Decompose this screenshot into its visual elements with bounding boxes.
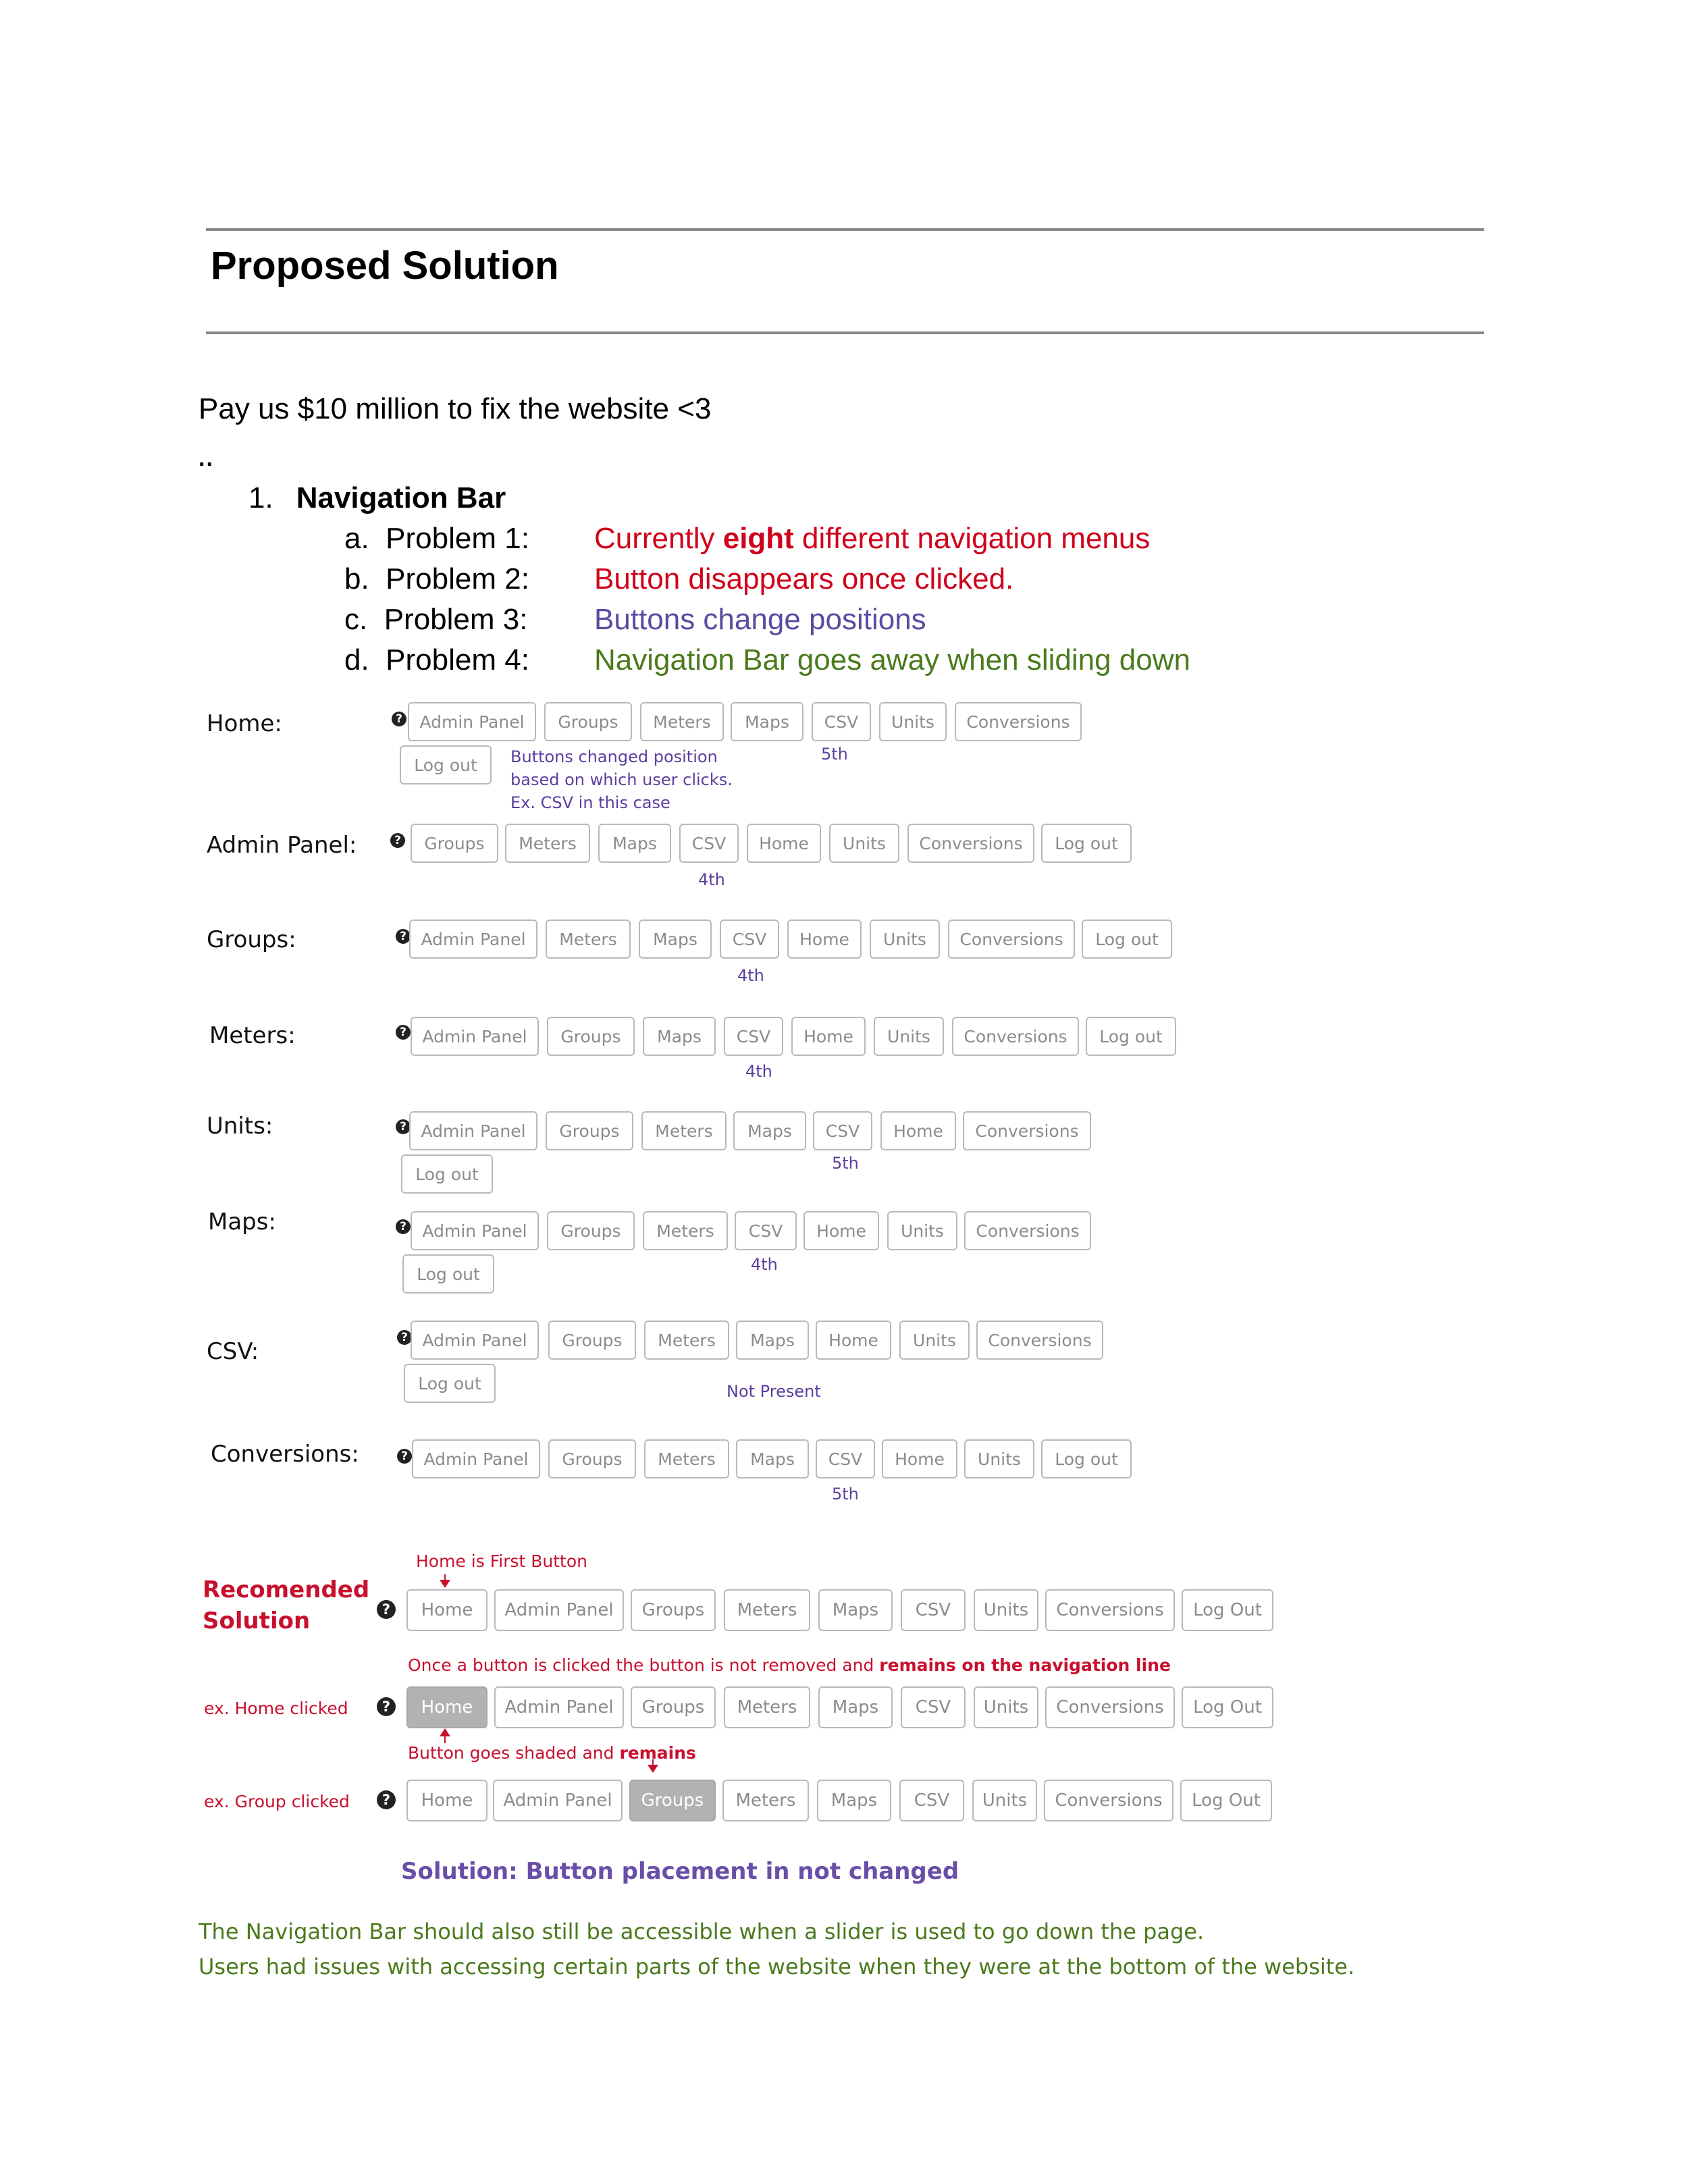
nav-button[interactable]: Log out [401,1154,493,1194]
shaded-note-text: Button goes shaded and [408,1743,620,1763]
nav-button[interactable]: Log out [1086,1017,1176,1056]
help-icon[interactable]: ? [396,929,411,944]
help-icon[interactable]: ? [396,1119,411,1134]
problem-2 [344,562,1013,597]
position-marker: 4th [745,1062,772,1081]
solution-summary: Solution: Button placement in not changed [401,1858,959,1885]
nav-button[interactable]: Home [880,1111,956,1150]
nav-button[interactable]: CSV [679,824,739,863]
position-marker: 4th [751,1255,778,1274]
nav-button[interactable]: Units [874,1017,944,1056]
nav-button[interactable]: Units [964,1439,1034,1479]
dots: .. [199,446,214,471]
nav-button[interactable]: Admin Panel [411,1017,539,1056]
nav-button[interactable]: Groups [631,1686,716,1728]
clicked-note [408,1655,1171,1675]
annotation-line: Ex. CSV in this case [510,793,670,812]
nav-button[interactable]: Home [787,920,862,959]
help-icon[interactable]: ? [377,1697,396,1716]
problem-text: Navigation Bar goes away when sliding down [594,643,1190,676]
nav-button[interactable]: Maps [639,920,712,959]
menu-label-csv: CSV: [207,1338,259,1365]
recommended-label [203,1574,369,1636]
help-icon[interactable]: ? [397,1449,412,1464]
nav-button[interactable]: Home [406,1589,487,1631]
nav-button[interactable]: Conversions [907,824,1034,863]
problem-3 [344,602,926,638]
nav-button[interactable]: CSV [735,1211,797,1250]
nav-button[interactable]: Meters [643,1211,728,1250]
nav-button[interactable]: Units [972,1780,1037,1821]
nav-button[interactable]: Groups [544,702,632,741]
menu-label-units: Units: [207,1113,273,1140]
help-icon[interactable]: ? [396,1025,411,1040]
nav-button[interactable]: CSV [813,1111,872,1150]
annotation-line: Buttons changed position [510,747,718,766]
help-icon[interactable]: ? [377,1790,396,1809]
help-icon[interactable]: ? [390,833,405,848]
nav-button[interactable]: Meters [505,824,590,863]
top-rule [206,228,1484,231]
menu-label-conversions: Conversions: [211,1441,359,1468]
down-arrow-icon [652,1759,654,1772]
problem-text-bold: eight [722,522,794,555]
menu-label-maps: Maps: [208,1208,276,1235]
help-icon[interactable]: ? [377,1600,396,1619]
nav-button[interactable]: Groups [548,1321,636,1360]
nav-button[interactable]: Home [791,1017,866,1056]
nav-button[interactable]: CSV [720,920,779,959]
section-heading [248,481,506,516]
nav-button[interactable]: Maps [731,702,803,741]
nav-button[interactable]: Admin Panel [493,1780,623,1821]
nav-button[interactable]: Units [899,1321,970,1360]
section-title: Navigation Bar [296,481,506,514]
nav-button[interactable]: Maps [733,1111,806,1150]
nav-button[interactable]: Meters [640,702,724,741]
nav-button[interactable]: Log Out [1182,1686,1273,1728]
first-button-note: Home is First Button [416,1551,587,1571]
nav-button[interactable]: Maps [643,1017,716,1056]
nav-button[interactable]: Units [974,1686,1038,1728]
nav-button[interactable]: Units [829,824,899,863]
bottom-rule [206,331,1484,334]
nav-button[interactable]: Conversions [1045,1589,1175,1631]
nav-button[interactable]: Log Out [1180,1780,1272,1821]
nav-button[interactable]: CSV [901,1589,966,1631]
problem-text: Buttons change positions [594,603,926,636]
problem-label: Problem 1: [386,522,529,555]
problem-4 [344,643,1190,678]
nav-button[interactable]: Units [870,920,940,959]
nav-button[interactable]: Meters [641,1111,727,1150]
recommended-label-line: Recomended [203,1576,370,1603]
nav-button[interactable]: Units [879,702,947,741]
position-marker: 5th [832,1485,859,1503]
problem-text-post: different navigation menus [793,522,1151,555]
nav-button[interactable]: Admin Panel [411,1211,539,1250]
nav-button[interactable]: Home [803,1211,879,1250]
recommended-label-line: Solution [203,1607,311,1634]
nav-button[interactable]: Log out [402,1254,494,1294]
nav-button[interactable]: Meters [724,1589,810,1631]
nav-button[interactable]: Maps [736,1321,809,1360]
nav-button[interactable]: Log Out [1182,1589,1273,1631]
clicked-note-text: Once a button is clicked the button is not removed and [408,1655,880,1675]
up-arrow-icon [444,1730,446,1743]
menu-label-home: Home: [207,710,282,737]
problem-label: Problem 2: [386,562,529,595]
nav-button[interactable]: Home [406,1780,487,1821]
ex-group-label: ex. Group clicked [204,1792,350,1811]
nav-button-active[interactable]: Home [406,1686,487,1728]
position-marker: 5th [821,745,848,764]
problem-text: Button disappears once clicked. [594,562,1014,595]
nav-button[interactable]: Log out [400,745,492,784]
nav-button[interactable]: Home [747,824,821,863]
help-icon[interactable]: ? [392,712,406,726]
nav-button[interactable]: Conversions [976,1321,1103,1360]
footer-line: The Navigation Bar should also still be accessible when a slider is used to go down the page. [199,1919,1205,1944]
footer-line: Users had issues with accessing certain parts of the website when they were at the bottom of the website. [199,1954,1355,1979]
nav-button[interactable]: Meters [644,1321,729,1360]
annotation-note [510,745,733,814]
nav-button[interactable]: Conversions [1044,1780,1173,1821]
nav-button[interactable]: Conversions [948,920,1075,959]
nav-button[interactable]: Maps [817,1780,891,1821]
problem-letter: b. [344,562,369,595]
nav-button[interactable]: Groups [411,824,498,863]
nav-button[interactable]: Log out [1082,920,1172,959]
help-icon[interactable]: ? [397,1330,412,1345]
intro-text: Pay us $10 million to fix the website <3 [199,392,712,425]
menu-label-groups: Groups: [207,926,296,953]
page-title: Proposed Solution [211,244,559,288]
nav-button[interactable]: CSV [812,702,871,741]
nav-button[interactable]: Conversions [952,1017,1079,1056]
problem-label: Problem 4: [386,643,529,676]
nav-button[interactable]: Log out [1041,824,1132,863]
nav-button[interactable]: Groups [547,1211,635,1250]
nav-button[interactable]: Meters [546,920,631,959]
nav-button[interactable]: Admin Panel [494,1589,624,1631]
position-marker: 4th [737,966,764,985]
down-arrow-icon [444,1574,446,1587]
position-marker: Not Present [727,1382,821,1401]
nav-button[interactable]: Maps [736,1439,809,1479]
nav-button[interactable]: Maps [598,824,671,863]
problem-letter: a. [344,522,369,555]
nav-button[interactable]: CSV [724,1017,783,1056]
menu-label-meters: Meters: [209,1022,296,1049]
nav-button-active[interactable]: Groups [629,1780,716,1821]
nav-button[interactable]: Admin Panel [412,1439,540,1479]
clicked-note-bold: remains on the navigation line [879,1655,1171,1675]
nav-button[interactable]: Admin Panel [494,1686,624,1728]
nav-button[interactable]: Conversions [964,1211,1091,1250]
nav-button[interactable]: Conversions [1045,1686,1175,1728]
problem-letter: c. [344,603,368,636]
nav-button[interactable]: Groups [631,1589,716,1631]
help-icon[interactable]: ? [396,1219,411,1234]
nav-button[interactable]: Conversions [955,702,1082,741]
section-number: 1. [248,481,273,514]
nav-button[interactable]: Maps [818,1686,893,1728]
nav-button[interactable]: Groups [547,1017,635,1056]
problem-letter: d. [344,643,369,676]
nav-button[interactable]: CSV [901,1686,966,1728]
nav-button[interactable]: Conversions [963,1111,1091,1150]
nav-button[interactable]: Home [882,1439,957,1479]
nav-button[interactable]: Log out [1041,1439,1132,1479]
nav-button[interactable]: Units [974,1589,1038,1631]
nav-button[interactable]: Log out [404,1364,496,1403]
nav-button[interactable]: CSV [816,1439,875,1479]
problem-1 [344,521,1150,557]
nav-button[interactable]: CSV [899,1780,964,1821]
nav-button[interactable]: Maps [818,1589,893,1631]
nav-button[interactable]: Admin Panel [409,920,537,959]
problem-text-pre: Currently [594,522,723,555]
nav-button[interactable]: Groups [546,1111,633,1150]
shaded-note-bold: remains [619,1743,696,1763]
nav-button[interactable]: Groups [548,1439,636,1479]
problem-label: Problem 3: [384,603,528,636]
nav-button[interactable]: Meters [644,1439,729,1479]
menu-label-admin-panel: Admin Panel: [207,832,357,859]
position-marker: 5th [832,1154,859,1173]
nav-button[interactable]: Admin Panel [408,702,536,741]
annotation-line: based on which user clicks. [510,770,733,789]
nav-button[interactable]: Admin Panel [409,1111,537,1150]
nav-button[interactable]: Meters [724,1686,810,1728]
position-marker: 4th [698,870,725,889]
nav-button[interactable]: Admin Panel [411,1321,539,1360]
nav-button[interactable]: Meters [722,1780,809,1821]
nav-button[interactable]: Units [887,1211,957,1250]
nav-button[interactable]: Home [816,1321,891,1360]
ex-home-label: ex. Home clicked [204,1699,348,1718]
